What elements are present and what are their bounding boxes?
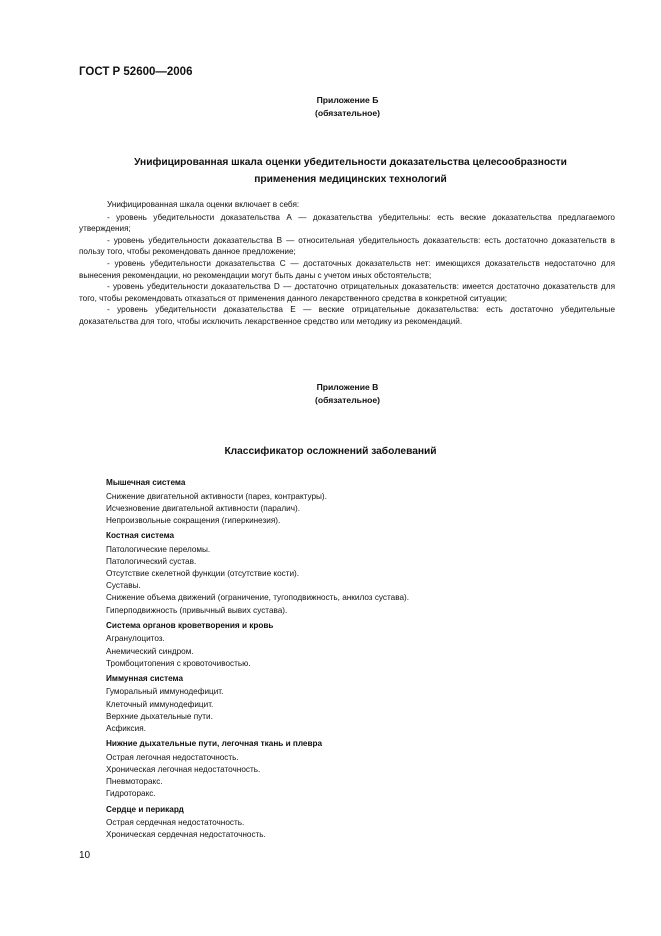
list-item: Верхние дыхательные пути. bbox=[106, 711, 213, 721]
appendix-b-heading-line1: Унифицированная шкала оценки убедительности доказательства целесообразности bbox=[134, 157, 567, 168]
list-item: Гиперподвижность (привычный вывих сустава). bbox=[106, 605, 288, 615]
appendix-b-status: (обязательное) bbox=[314, 108, 381, 118]
list-item: Снижение двигательной активности (парез, контрактуры). bbox=[106, 491, 327, 501]
scale-item-c: - уровень убедительности доказательства С — достаточных доказательств нет: имеющихся доказательств недостаточно для вынесения рекомендации, но рекомендации могут быть даны с учетом иных обстоятельств; bbox=[79, 258, 615, 280]
group-heading: Иммунная система bbox=[106, 673, 184, 683]
appendix-b-heading-line2: применения медицинских технологий bbox=[254, 173, 447, 185]
list-item: Хроническая сердечная недостаточность. bbox=[106, 830, 266, 840]
list-item: Отсутствие скелетной функции (отсутствие кости). bbox=[106, 569, 300, 579]
group-muscular bbox=[106, 477, 626, 527]
group-heading: Костная система bbox=[106, 531, 175, 541]
scale-item-e: - уровень убедительности доказательства Е — веские отрицательные доказательства: есть достаточно убедительные доказательства для того, чтобы исключить лекарственное средство или методику из рекомендаций. bbox=[79, 305, 615, 326]
group-skeletal bbox=[106, 530, 626, 617]
list-item: Хроническая легочная недостаточность. bbox=[106, 764, 261, 774]
list-item: Клеточный иммунодефицит. bbox=[106, 699, 214, 709]
list-item: Суставы. bbox=[106, 581, 141, 591]
list-item: Исчезновение двигательной активности (паралич). bbox=[106, 503, 300, 513]
list-item: Агранулоцитоз. bbox=[106, 634, 165, 644]
appendix-v-title-label: Приложение В bbox=[316, 382, 379, 392]
scale-item-b: - уровень убедительности доказательства В — относительная убедительность доказательств: есть достаточно доказательств в пользу того, чтобы рекомендовать данное предложение; bbox=[79, 235, 615, 257]
scale-item-a: - уровень убедительности доказательства А — доказательства убедительны: есть веские доказательства предлагаемого утверждения; bbox=[79, 212, 615, 234]
appendix-v-label bbox=[0, 381, 661, 407]
group-heading: Мышечная система bbox=[106, 478, 186, 487]
appendix-b-label bbox=[0, 94, 661, 120]
list-item: Гуморальный иммунодефицит. bbox=[106, 687, 224, 697]
group-heading: Сердце и перикард bbox=[106, 804, 184, 814]
list-item: Острая легочная недостаточность. bbox=[106, 752, 239, 762]
group-heart bbox=[106, 804, 626, 842]
list-item: Патологический сустав. bbox=[106, 556, 197, 566]
list-item: Патологические переломы. bbox=[106, 544, 211, 554]
list-item: Анемический синдром. bbox=[106, 646, 194, 656]
appendix-b-body bbox=[79, 199, 615, 328]
appendix-b-heading bbox=[60, 155, 641, 188]
list-item: Гидроторакс. bbox=[106, 789, 156, 799]
appendix-b-title-label: Приложение Б bbox=[316, 95, 379, 105]
group-heading: Нижние дыхательные пути, легочная ткань и плевра bbox=[106, 739, 323, 749]
group-immune bbox=[106, 673, 626, 735]
group-heading: Система органов кроветворения и кровь bbox=[106, 620, 274, 630]
list-item: Острая сердечная недостаточность. bbox=[106, 818, 245, 828]
list-item: Снижение объема движений (ограничение, тугоподвижность, анкилоз сустава). bbox=[106, 593, 410, 603]
complications-classifier bbox=[106, 477, 626, 844]
group-hematopoietic bbox=[106, 620, 626, 670]
group-lower-respiratory bbox=[106, 738, 626, 800]
page-number: 10 bbox=[79, 850, 91, 861]
list-item: Непроизвольные сокращения (гиперкинезия). bbox=[106, 515, 281, 525]
document-code: ГОСТ Р 52600—2006 bbox=[79, 66, 193, 78]
list-item: Пневмоторакс. bbox=[106, 777, 163, 787]
list-item: Асфиксия. bbox=[106, 724, 146, 734]
appendix-v-heading: Классификатор осложнений заболеваний bbox=[224, 446, 437, 457]
list-item: Тромбоцитопения с кровоточивостью. bbox=[106, 658, 251, 668]
appendix-b-intro: Унифицированная шкала оценки включает в себя: bbox=[107, 200, 300, 209]
appendix-v-status: (обязательное) bbox=[314, 395, 381, 405]
scale-item-d: - уровень убедительности доказательства D — достаточно отрицательных доказательств: имеется достаточно доказательств для того, чтобы рекомендовать отказаться от применения данного лекарственного средства в конкретной ситуации; bbox=[79, 282, 615, 303]
